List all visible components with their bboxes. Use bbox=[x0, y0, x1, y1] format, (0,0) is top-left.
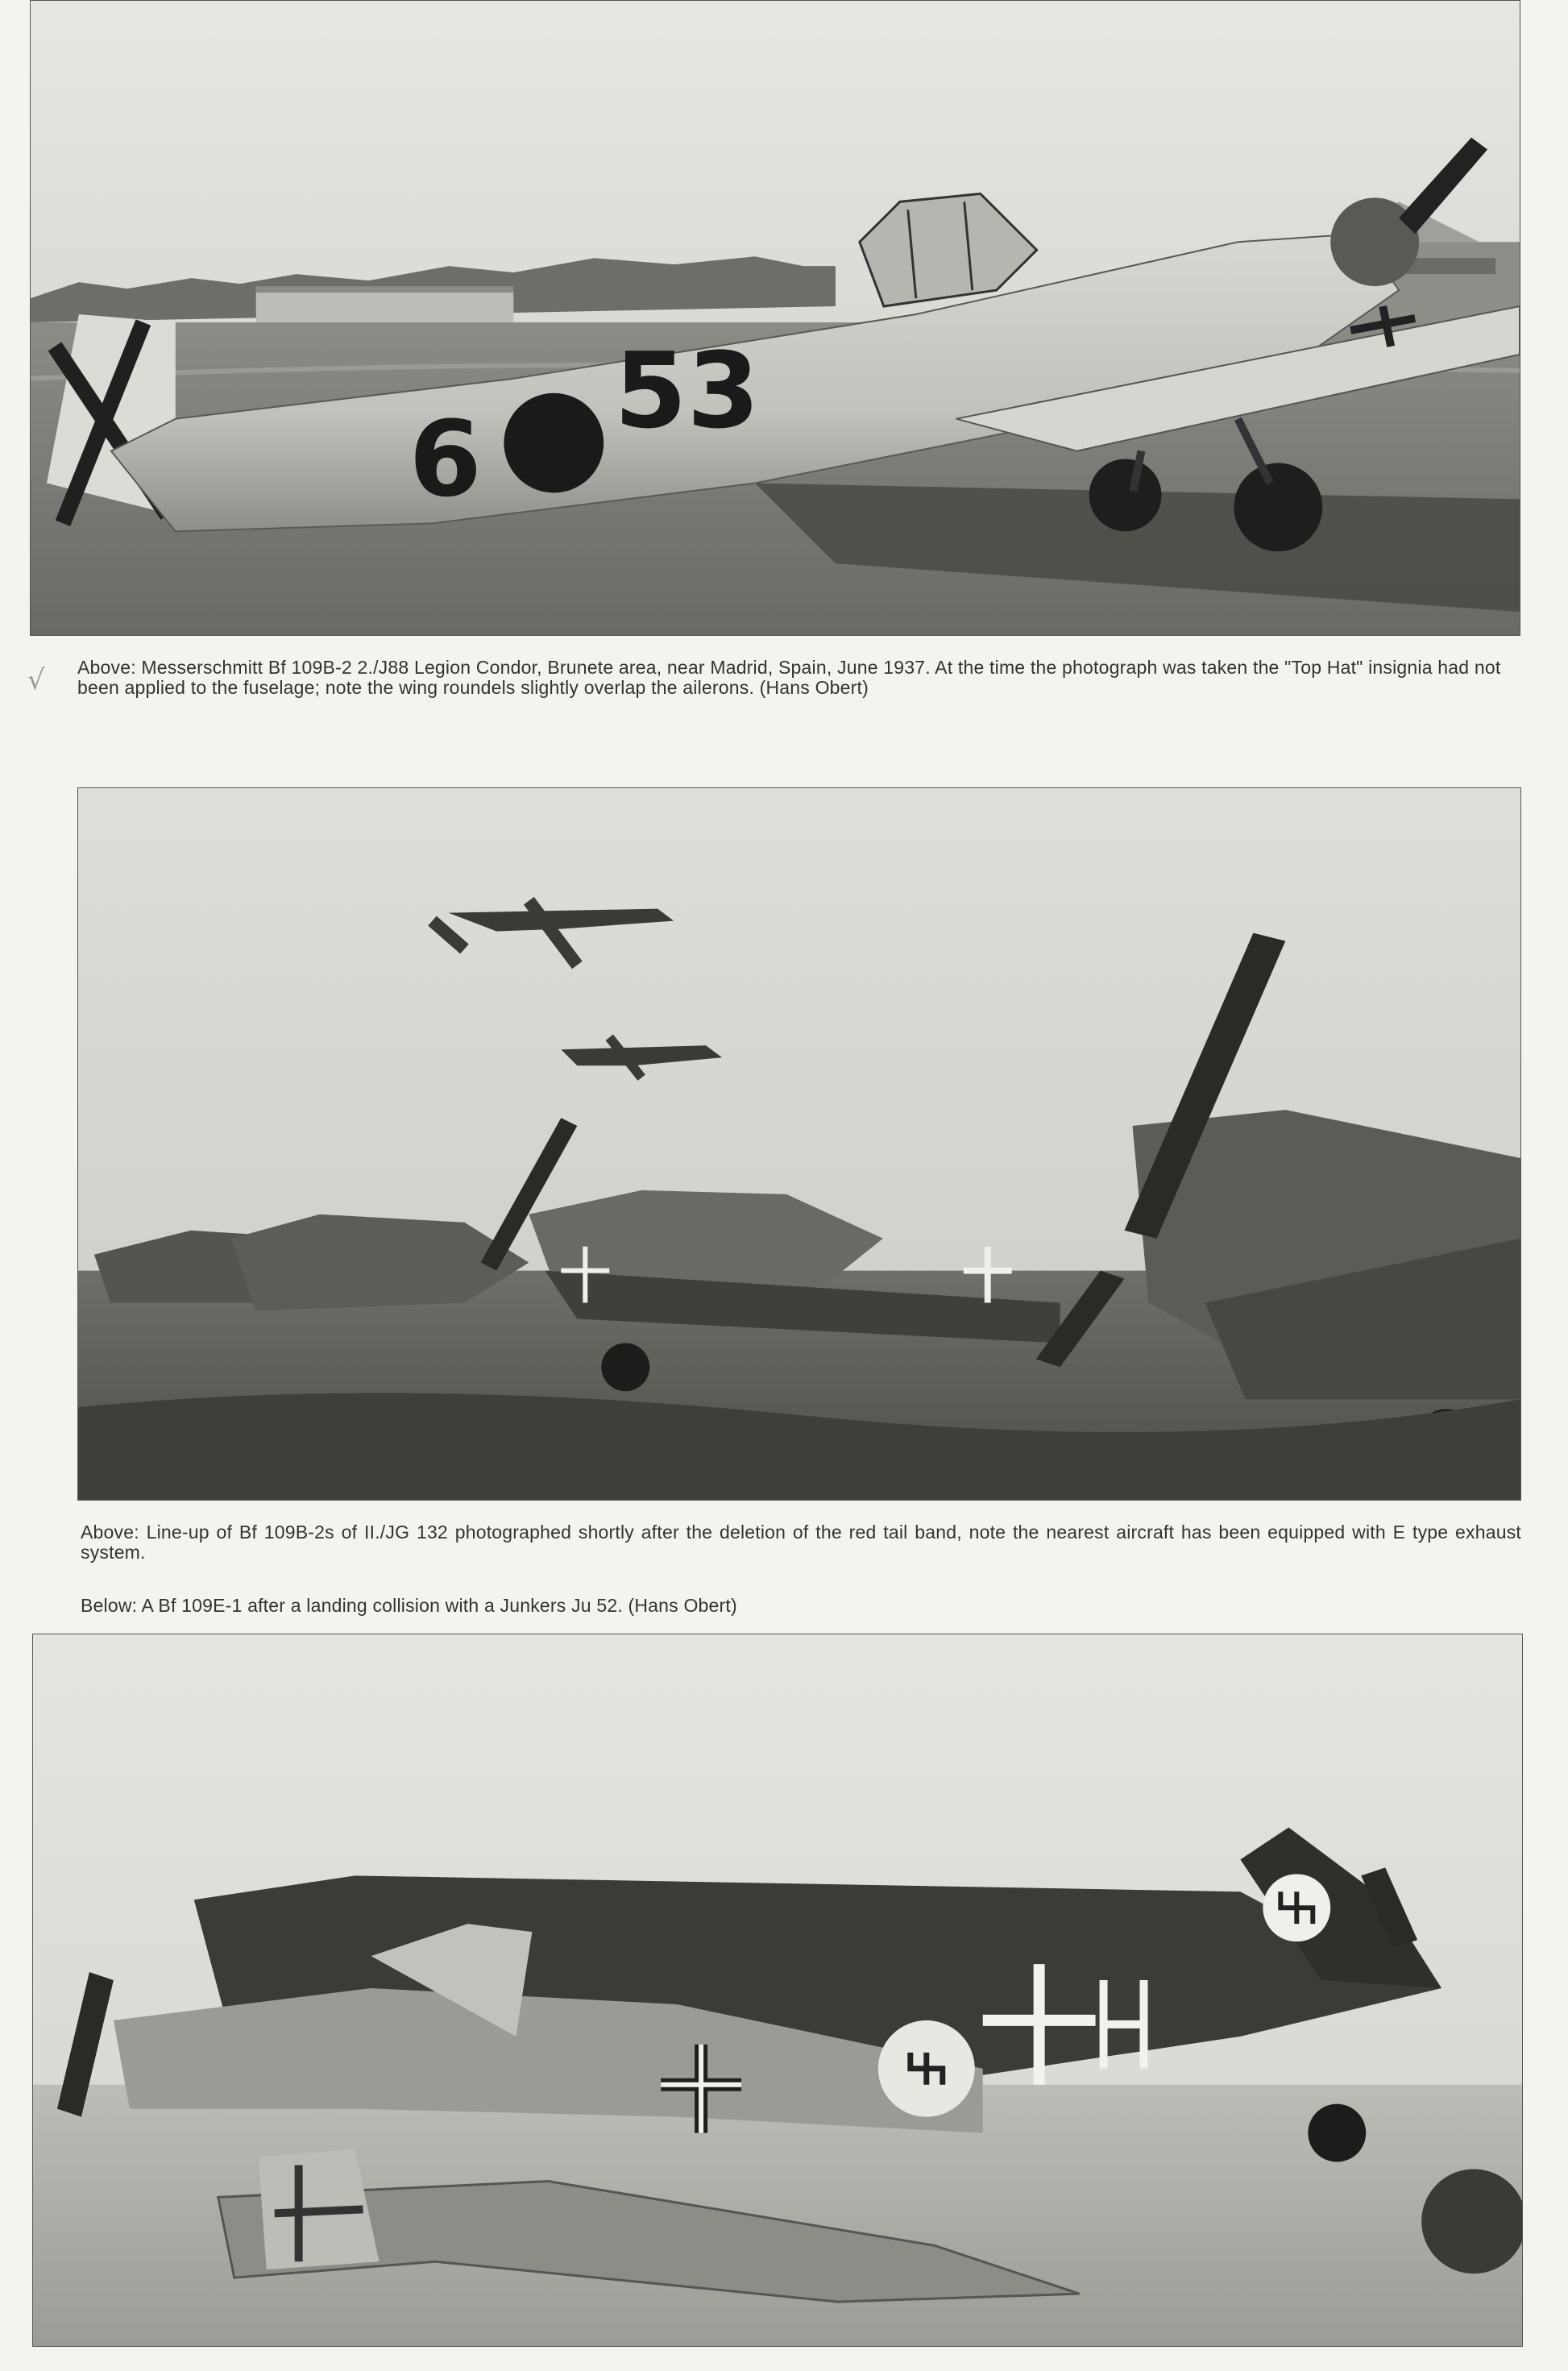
photo-3-image bbox=[33, 1634, 1522, 2346]
caption-middle: Above: Line-up of Bf 109B-2s of II./JG 132 photographed shortly after the deletion of the red tail band, note the nearest aircraft has been equipped with E type exhaust system. bbox=[81, 1522, 1521, 1563]
fuselage-roundel bbox=[504, 393, 604, 493]
photo-2-image bbox=[78, 788, 1520, 1500]
margin-tick-mark: √ bbox=[27, 664, 45, 696]
photo-bf109b2-lineup bbox=[77, 787, 1521, 1501]
fuselage-code-right: 53 bbox=[614, 330, 760, 452]
caption-bottom: Below: A Bf 109E-1 after a landing collision with a Junkers Ju 52. (Hans Obert) bbox=[81, 1595, 737, 1616]
fuselage-code-left: 6 bbox=[409, 398, 482, 521]
photo-bf109b2-6-53 bbox=[30, 0, 1520, 636]
photo-bf109e1-ju52-collision bbox=[32, 1634, 1523, 2347]
photo-1-image bbox=[31, 1, 1520, 635]
caption-top: Above: Messerschmitt Bf 109B-2 2./J88 Legion Condor, Brunete area, near Madrid, Spain, June 1937. At the time the photograph was taken the "Top Hat" insignia had not been applied to the fuselage; note the wing roundels slightly overlap the ailerons. (Hans Obert) bbox=[77, 657, 1501, 698]
